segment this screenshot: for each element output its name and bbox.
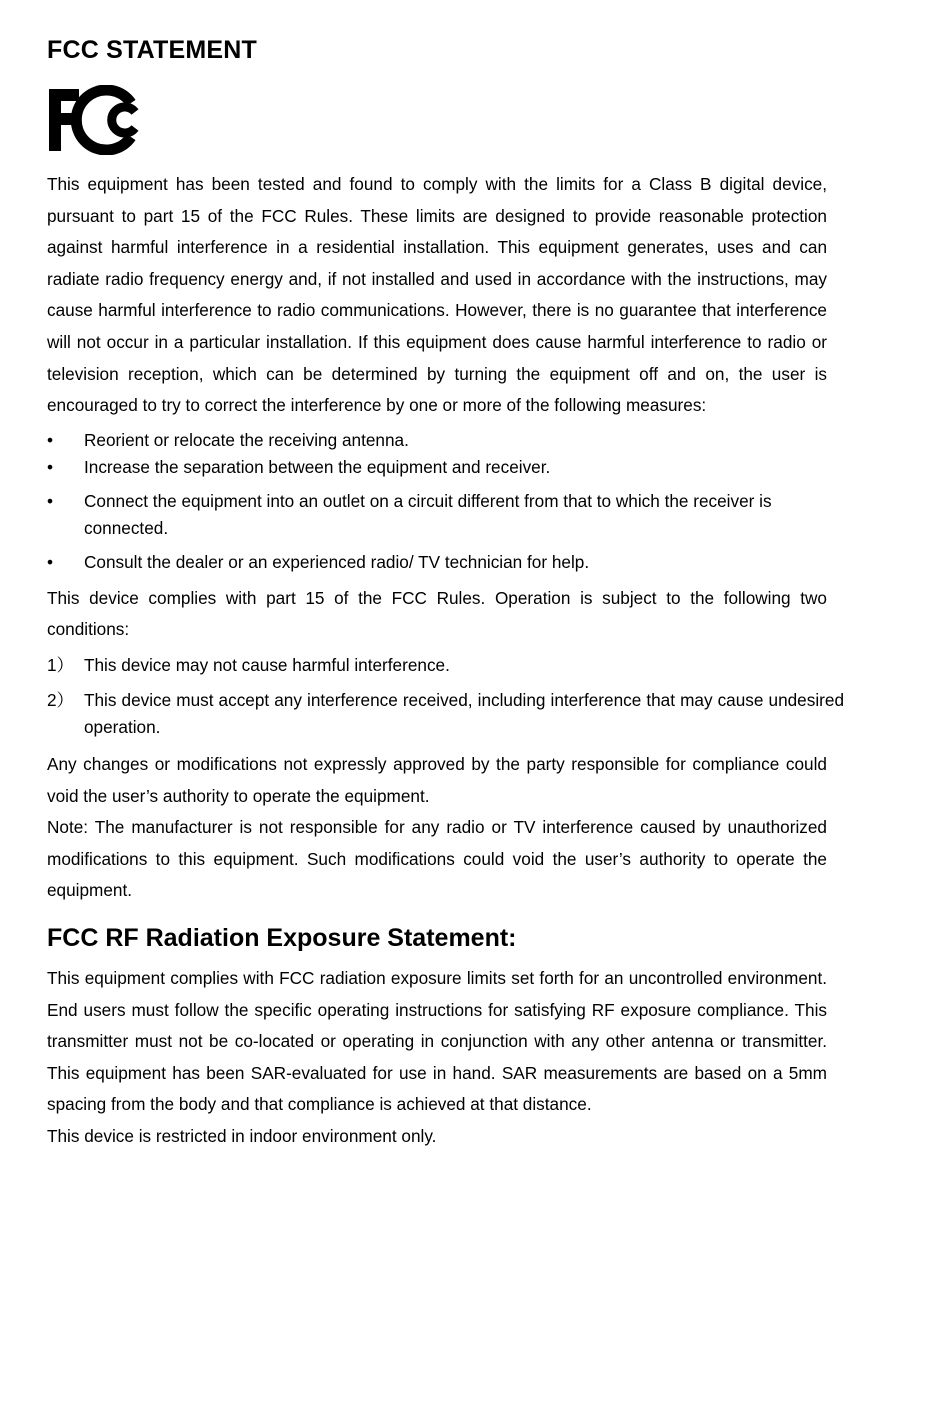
list-item <box>47 652 844 679</box>
list-item-text: Consult the dealer or an experienced radio/ TV technician for help. <box>84 551 590 572</box>
bullet-marker: • <box>47 490 54 511</box>
bullet-marker: • <box>47 456 54 477</box>
bullet-marker: • <box>47 429 54 450</box>
list-item-text: Connect the equipment into an outlet on a circuit different from that to which the receiver is connected. <box>84 490 772 538</box>
measures-list <box>47 427 827 576</box>
page-title: FCC STATEMENT <box>47 36 257 64</box>
list-item-text: Reorient or relocate the receiving antenna. <box>84 429 409 450</box>
part15-paragraph: This device complies with part 15 of the FCC Rules. Operation is subject to the following two conditions: <box>47 587 827 640</box>
fcc-logo-icon <box>47 85 143 155</box>
list-item-text: This device must accept any interference received, including interference that may cause undesired operation. <box>84 689 844 737</box>
note-paragraph: Note: The manufacturer is not responsible for any radio or TV interference caused by unauthorized modifications to this equipment. Such modifications could void the user’s authority to operate the equipment. <box>47 817 827 901</box>
number-marker: 2） <box>47 689 74 710</box>
list-item-text: This device may not cause harmful interference. <box>84 654 450 675</box>
list-item <box>47 549 827 576</box>
number-marker: 1） <box>47 654 74 675</box>
list-item <box>47 427 827 454</box>
bullet-marker: • <box>47 551 54 572</box>
rf-paragraph: This equipment complies with FCC radiation exposure limits set forth for an uncontrolled environment. End users must follow the specific operating instructions for satisfying RF exposure compliance. This transmitter must not be co-located or operating in conjunction with any other antenna or transmitter. This equipment has been SAR-evaluated for use in hand. SAR measurements are based on a 5mm spacing from the body and that compliance is achieved at that distance. <box>47 967 827 1115</box>
list-item <box>47 454 827 481</box>
list-item <box>47 488 827 542</box>
list-item-text: Increase the separation between the equipment and receiver. <box>84 456 551 477</box>
document-page <box>47 30 844 1152</box>
conditions-list <box>47 652 844 741</box>
rf-section-heading: FCC RF Radiation Exposure Statement: <box>47 923 517 952</box>
intro-paragraph: This equipment has been tested and found to comply with the limits for a Class B digital device, pursuant to part 15 of the FCC Rules. These limits are designed to provide reasonable protection against harmful interference in a residential installation. This equipment generates, uses and can radiate radio frequency energy and, if not installed and used in accordance with the instructions, may cause harmful interference to radio communications. However, there is no guarantee that interference will not occur in a particular installation. If this equipment does cause harmful interference to radio or television reception, which can be determined by turning the equipment off and on, the user is encouraged to try to correct the interference by one or more of the following measures: <box>47 174 827 416</box>
indoor-paragraph: This device is restricted in indoor environment only. <box>47 1125 437 1146</box>
changes-paragraph: Any changes or modifications not expressly approved by the party responsible for compliance could void the user’s authority to operate the equipment. <box>47 753 827 806</box>
list-item <box>47 687 844 741</box>
